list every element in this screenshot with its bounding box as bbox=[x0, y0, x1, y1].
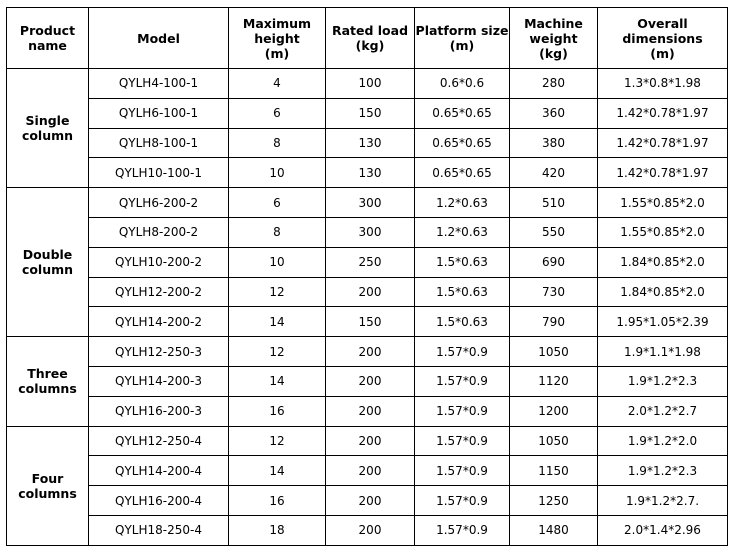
cell-rated-load: 200 bbox=[326, 277, 415, 307]
cell-model: QYLH6-200-2 bbox=[89, 188, 229, 218]
cell-model: QYLH8-100-1 bbox=[89, 128, 229, 158]
cell-model: QYLH4-100-1 bbox=[89, 69, 229, 99]
cell-model: QYLH14-200-2 bbox=[89, 307, 229, 337]
cell-rated-load: 250 bbox=[326, 247, 415, 277]
table-row bbox=[7, 188, 728, 218]
cell-platform-size: 1.2*0.63 bbox=[415, 188, 510, 218]
cell-model: QYLH12-200-2 bbox=[89, 277, 229, 307]
cell-platform-size: 1.57*0.9 bbox=[415, 426, 510, 456]
header-max-height: Maximum height (m) bbox=[229, 8, 326, 69]
cell-model: QYLH16-200-3 bbox=[89, 396, 229, 426]
header-overall-dimensions: Overall dimensions (m) bbox=[598, 8, 728, 69]
cell-machine-weight: 1200 bbox=[510, 396, 598, 426]
cell-rated-load: 200 bbox=[326, 426, 415, 456]
cell-max-height: 12 bbox=[229, 426, 326, 456]
table-row bbox=[7, 396, 728, 426]
cell-overall-dimensions: 1.84*0.85*2.0 bbox=[598, 247, 728, 277]
cell-machine-weight: 1150 bbox=[510, 456, 598, 486]
table-row bbox=[7, 69, 728, 99]
cell-machine-weight: 690 bbox=[510, 247, 598, 277]
cell-platform-size: 1.2*0.63 bbox=[415, 217, 510, 247]
cell-max-height: 16 bbox=[229, 486, 326, 516]
cell-max-height: 6 bbox=[229, 98, 326, 128]
cell-model: QYLH10-100-1 bbox=[89, 158, 229, 188]
cell-platform-size: 1.5*0.63 bbox=[415, 307, 510, 337]
table-row bbox=[7, 456, 728, 486]
cell-machine-weight: 420 bbox=[510, 158, 598, 188]
table-body bbox=[7, 69, 728, 546]
cell-model: QYLH14-200-4 bbox=[89, 456, 229, 486]
table-row bbox=[7, 426, 728, 456]
cell-machine-weight: 1050 bbox=[510, 337, 598, 367]
header-row bbox=[7, 8, 728, 69]
cell-rated-load: 200 bbox=[326, 396, 415, 426]
cell-max-height: 14 bbox=[229, 366, 326, 396]
cell-platform-size: 1.57*0.9 bbox=[415, 456, 510, 486]
cell-model: QYLH12-250-4 bbox=[89, 426, 229, 456]
table-row bbox=[7, 486, 728, 516]
cell-machine-weight: 1480 bbox=[510, 515, 598, 545]
table-row bbox=[7, 277, 728, 307]
cell-max-height: 16 bbox=[229, 396, 326, 426]
cell-max-height: 12 bbox=[229, 337, 326, 367]
cell-overall-dimensions: 1.9*1.2*2.0 bbox=[598, 426, 728, 456]
cell-platform-size: 0.65*0.65 bbox=[415, 158, 510, 188]
cell-max-height: 14 bbox=[229, 456, 326, 486]
cell-overall-dimensions: 1.9*1.2*2.7. bbox=[598, 486, 728, 516]
cell-product-name: Three columns bbox=[7, 337, 89, 426]
spec-table bbox=[6, 7, 728, 546]
table-row bbox=[7, 98, 728, 128]
cell-machine-weight: 550 bbox=[510, 217, 598, 247]
cell-platform-size: 1.5*0.63 bbox=[415, 247, 510, 277]
cell-model: QYLH8-200-2 bbox=[89, 217, 229, 247]
cell-max-height: 10 bbox=[229, 158, 326, 188]
table-row bbox=[7, 515, 728, 545]
table-row bbox=[7, 217, 728, 247]
cell-max-height: 10 bbox=[229, 247, 326, 277]
cell-model: QYLH12-250-3 bbox=[89, 337, 229, 367]
cell-rated-load: 150 bbox=[326, 98, 415, 128]
cell-rated-load: 130 bbox=[326, 128, 415, 158]
cell-platform-size: 0.65*0.65 bbox=[415, 98, 510, 128]
cell-machine-weight: 1120 bbox=[510, 366, 598, 396]
cell-max-height: 8 bbox=[229, 128, 326, 158]
cell-model: QYLH16-200-4 bbox=[89, 486, 229, 516]
cell-overall-dimensions: 2.0*1.2*2.7 bbox=[598, 396, 728, 426]
cell-machine-weight: 1250 bbox=[510, 486, 598, 516]
cell-overall-dimensions: 1.42*0.78*1.97 bbox=[598, 98, 728, 128]
table-row bbox=[7, 337, 728, 367]
cell-model: QYLH14-200-3 bbox=[89, 366, 229, 396]
cell-machine-weight: 380 bbox=[510, 128, 598, 158]
cell-rated-load: 200 bbox=[326, 486, 415, 516]
table-row bbox=[7, 307, 728, 337]
table-row bbox=[7, 366, 728, 396]
cell-rated-load: 200 bbox=[326, 456, 415, 486]
cell-rated-load: 200 bbox=[326, 337, 415, 367]
cell-machine-weight: 360 bbox=[510, 98, 598, 128]
cell-platform-size: 1.57*0.9 bbox=[415, 486, 510, 516]
cell-overall-dimensions: 1.42*0.78*1.97 bbox=[598, 158, 728, 188]
cell-overall-dimensions: 2.0*1.4*2.96 bbox=[598, 515, 728, 545]
cell-rated-load: 300 bbox=[326, 217, 415, 247]
header-model: Model bbox=[89, 8, 229, 69]
cell-max-height: 4 bbox=[229, 69, 326, 99]
cell-overall-dimensions: 1.55*0.85*2.0 bbox=[598, 217, 728, 247]
cell-platform-size: 1.57*0.9 bbox=[415, 337, 510, 367]
table-row bbox=[7, 158, 728, 188]
cell-rated-load: 130 bbox=[326, 158, 415, 188]
cell-overall-dimensions: 1.9*1.2*2.3 bbox=[598, 456, 728, 486]
header-product-name: Product name bbox=[7, 8, 89, 69]
cell-rated-load: 100 bbox=[326, 69, 415, 99]
cell-overall-dimensions: 1.95*1.05*2.39 bbox=[598, 307, 728, 337]
cell-machine-weight: 790 bbox=[510, 307, 598, 337]
table-row bbox=[7, 247, 728, 277]
cell-rated-load: 200 bbox=[326, 515, 415, 545]
cell-platform-size: 1.57*0.9 bbox=[415, 515, 510, 545]
cell-model: QYLH10-200-2 bbox=[89, 247, 229, 277]
cell-machine-weight: 730 bbox=[510, 277, 598, 307]
cell-overall-dimensions: 1.9*1.2*2.3 bbox=[598, 366, 728, 396]
cell-model: QYLH6-100-1 bbox=[89, 98, 229, 128]
table-row bbox=[7, 128, 728, 158]
cell-max-height: 6 bbox=[229, 188, 326, 218]
cell-overall-dimensions: 1.9*1.1*1.98 bbox=[598, 337, 728, 367]
cell-rated-load: 300 bbox=[326, 188, 415, 218]
cell-model: QYLH18-250-4 bbox=[89, 515, 229, 545]
header-rated-load: Rated load (kg) bbox=[326, 8, 415, 69]
cell-product-name: Double column bbox=[7, 188, 89, 337]
cell-platform-size: 1.57*0.9 bbox=[415, 396, 510, 426]
cell-rated-load: 200 bbox=[326, 366, 415, 396]
header-machine-weight: Machine weight (kg) bbox=[510, 8, 598, 69]
cell-max-height: 8 bbox=[229, 217, 326, 247]
cell-max-height: 14 bbox=[229, 307, 326, 337]
cell-product-name: Single column bbox=[7, 69, 89, 188]
cell-overall-dimensions: 1.3*0.8*1.98 bbox=[598, 69, 728, 99]
cell-platform-size: 0.65*0.65 bbox=[415, 128, 510, 158]
cell-platform-size: 1.57*0.9 bbox=[415, 366, 510, 396]
cell-overall-dimensions: 1.55*0.85*2.0 bbox=[598, 188, 728, 218]
cell-machine-weight: 280 bbox=[510, 69, 598, 99]
cell-rated-load: 150 bbox=[326, 307, 415, 337]
table-header bbox=[7, 8, 728, 69]
cell-platform-size: 0.6*0.6 bbox=[415, 69, 510, 99]
cell-overall-dimensions: 1.42*0.78*1.97 bbox=[598, 128, 728, 158]
cell-product-name: Four columns bbox=[7, 426, 89, 545]
cell-max-height: 12 bbox=[229, 277, 326, 307]
cell-machine-weight: 510 bbox=[510, 188, 598, 218]
cell-max-height: 18 bbox=[229, 515, 326, 545]
cell-overall-dimensions: 1.84*0.85*2.0 bbox=[598, 277, 728, 307]
cell-machine-weight: 1050 bbox=[510, 426, 598, 456]
header-platform-size: Platform size (m) bbox=[415, 8, 510, 69]
cell-platform-size: 1.5*0.63 bbox=[415, 277, 510, 307]
